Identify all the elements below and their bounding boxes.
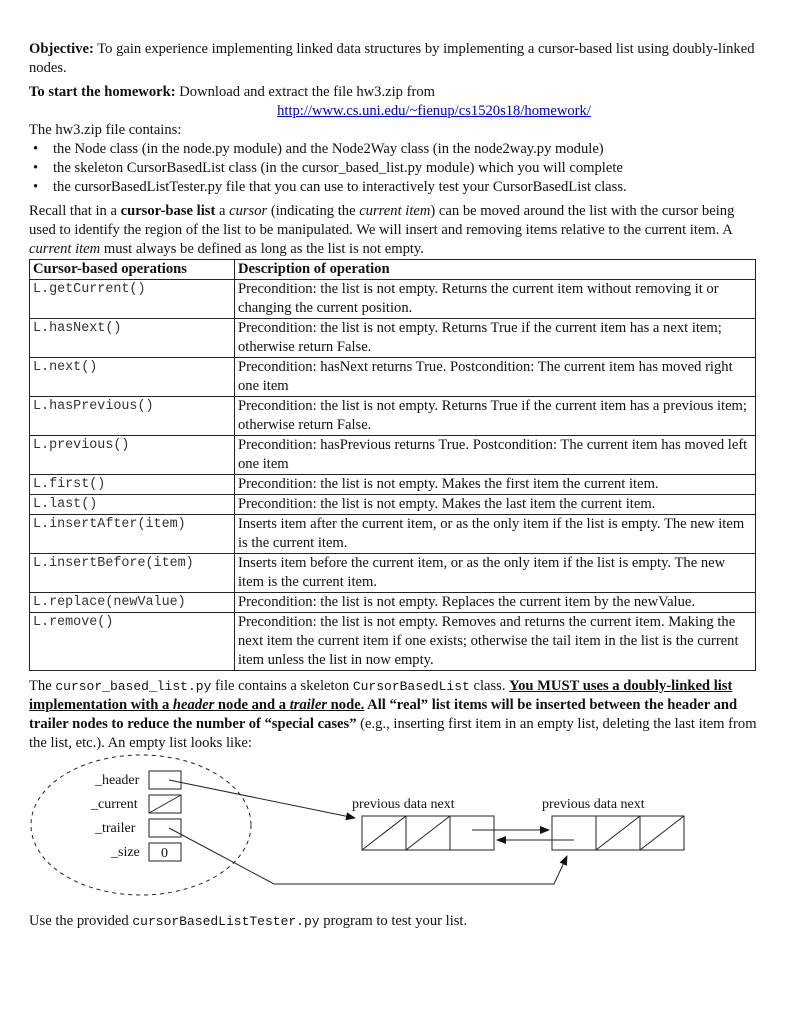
description-cell: Precondition: hasNext returns True. Postcondition: The current item has moved right one item — [235, 358, 756, 397]
operation-cell: L.getCurrent() — [30, 280, 235, 319]
operation-cell: L.replace(newValue) — [30, 593, 235, 613]
operation-cell: L.insertAfter(item) — [30, 515, 235, 554]
table-header-cell: Description of operation — [235, 260, 756, 280]
assignment-document — [29, 40, 759, 753]
footer-code: cursorBasedListTester.py — [132, 914, 320, 929]
objective-label: Objective: — [29, 41, 94, 57]
skeleton-code: CursorBasedList — [352, 679, 470, 694]
current-field-label: _current — [91, 797, 138, 812]
skeleton-bold-text: All “real” list items will be inserted between the header and trailer nodes to reduce the number of “special cases” — [29, 697, 738, 732]
recall-text: a — [215, 203, 230, 219]
skeleton-code: cursor_based_list.py — [55, 679, 212, 694]
empty-list-diagram-svg — [29, 750, 709, 900]
description-cell: Inserts item before the current item, or as the only item if the list is empty. The new item is the current item. — [235, 554, 756, 593]
current-null-slash — [149, 795, 181, 813]
skeleton-text: The — [29, 678, 56, 694]
skeleton-text: class. — [469, 678, 510, 694]
table-row — [30, 613, 756, 671]
operation-cell: L.hasNext() — [30, 319, 235, 358]
recall-bold-term: cursor-base list — [120, 203, 216, 219]
operation-cell: L.hasPrevious() — [30, 397, 235, 436]
trailer-node-labels: previous data next — [542, 797, 645, 812]
operation-cell: L.next() — [30, 358, 235, 397]
table-row — [30, 593, 756, 613]
requirement-italic: trailer — [289, 697, 328, 713]
operation-cell: L.previous() — [30, 436, 235, 475]
header-previous-null — [362, 816, 406, 850]
description-cell: Precondition: the list is not empty. Makes the first item the current item. — [235, 475, 756, 495]
table-row — [30, 280, 756, 319]
recall-text: must always be defined as long as the list is not empty. — [100, 241, 424, 257]
description-cell: Precondition: the list is not empty. Removes and returns the current item. Making the next item the current item if one exists; otherwise the tail item in the list is the current item unless the list in now empty. — [235, 613, 756, 671]
description-cell: Precondition: hasPrevious returns True. Postcondition: The current item has moved left one item — [235, 436, 756, 475]
contents-item: • the Node class (in the node.py module) and the Node2Way class (in the node2way.py module) — [53, 140, 759, 159]
description-cell: Precondition: the list is not empty. Returns the current item without removing it or changing the current position. — [235, 280, 756, 319]
footer-text: program to test your list. — [319, 913, 468, 929]
size-field-value: 0 — [161, 846, 168, 861]
header-node-next — [450, 816, 494, 850]
homework-url-link[interactable]: http://www.cs.uni.edu/~fienup/cs1520s18/homework/ — [277, 103, 591, 119]
trailer-data-null — [596, 816, 640, 850]
description-cell: Precondition: the list is not empty. Replaces the current item by the newValue. — [235, 593, 756, 613]
header-pointer-arrow — [169, 780, 355, 818]
header-field-box — [149, 771, 181, 789]
operation-cell: L.first() — [30, 475, 235, 495]
requirement-italic: header — [172, 697, 215, 713]
table-row — [30, 554, 756, 593]
trailer-next-null — [640, 816, 684, 850]
recall-text: ) can be moved around the list with the cursor being used to identify the region of the list to be manipulated. We will insert and removing items relative to the current item. A — [29, 203, 735, 238]
description-cell: Precondition: the list is not empty. Makes the last item the current item. — [235, 495, 756, 515]
table-row — [30, 515, 756, 554]
description-cell: Precondition: the list is not empty. Returns True if the current item has a next item; otherwise return False. — [235, 319, 756, 358]
table-row — [30, 358, 756, 397]
header-data-null — [406, 816, 450, 850]
table-row — [30, 319, 756, 358]
skeleton-text: file contains a skeleton — [211, 678, 353, 694]
trailer-field-box — [149, 819, 181, 837]
table-row — [30, 397, 756, 436]
start-text: Download and extract the file hw3.zip from — [175, 84, 435, 100]
contents-item: • the skeleton CursorBasedList class (in the cursor_based_list.py module) which you will complete — [53, 159, 759, 178]
list-object-outline — [31, 755, 251, 895]
objective-paragraph — [29, 40, 759, 78]
description-cell: Inserts item after the current item, or as the only item if the list is empty. The new item is the current item. — [235, 515, 756, 554]
empty-list-diagram — [29, 750, 709, 900]
trailer-node-previous — [552, 816, 596, 850]
table-row — [30, 475, 756, 495]
start-label: To start the homework: — [29, 84, 176, 100]
size-field-label: _size — [111, 845, 140, 860]
table-row — [30, 495, 756, 515]
table-header-row — [30, 260, 756, 280]
trailer-pointer-arrow — [169, 828, 567, 884]
objective-text: To gain experience implementing linked data structures by implementing a cursor-based list using doubly-linked nodes. — [29, 41, 755, 76]
start-paragraph — [29, 83, 759, 102]
contents-list — [29, 140, 759, 197]
recall-text: Recall that in a — [29, 203, 121, 219]
recall-text: (indicating the — [267, 203, 360, 219]
contents-item: • the cursorBasedListTester.py file that you can use to interactively test your CursorBasedList class. — [53, 178, 759, 197]
footer-text: Use the provided — [29, 913, 133, 929]
operation-cell: L.last() — [30, 495, 235, 515]
contents-intro: The hw3.zip file contains: — [29, 122, 182, 138]
header-field-label: _header — [95, 773, 140, 788]
requirement-part: You MUST uses a doubly-linked list implementation with a — [29, 678, 733, 713]
recall-italic-term: cursor — [229, 203, 268, 219]
trailer-field-label: _trailer — [95, 821, 136, 836]
requirement-part: node. — [327, 697, 365, 713]
header-node-labels: previous data next — [352, 797, 455, 812]
recall-italic-term: current item — [29, 241, 101, 257]
operation-cell: L.remove() — [30, 613, 235, 671]
requirement-part: node and a — [214, 697, 290, 713]
recall-italic-term: current item — [359, 203, 431, 219]
recall-paragraph — [29, 202, 759, 259]
footer-paragraph — [29, 913, 467, 930]
table-row — [30, 436, 756, 475]
operations-table — [29, 259, 756, 671]
skeleton-paragraph — [29, 677, 759, 753]
description-cell: Precondition: the list is not empty. Returns True if the current item has a previous item; otherwise return False. — [235, 397, 756, 436]
operation-cell: L.insertBefore(item) — [30, 554, 235, 593]
skeleton-text: (e.g., inserting first item in an empty list, deleting the last item from the list, etc.). An empty list looks like: — [29, 716, 757, 751]
table-header-cell: Cursor-based operations — [30, 260, 235, 280]
